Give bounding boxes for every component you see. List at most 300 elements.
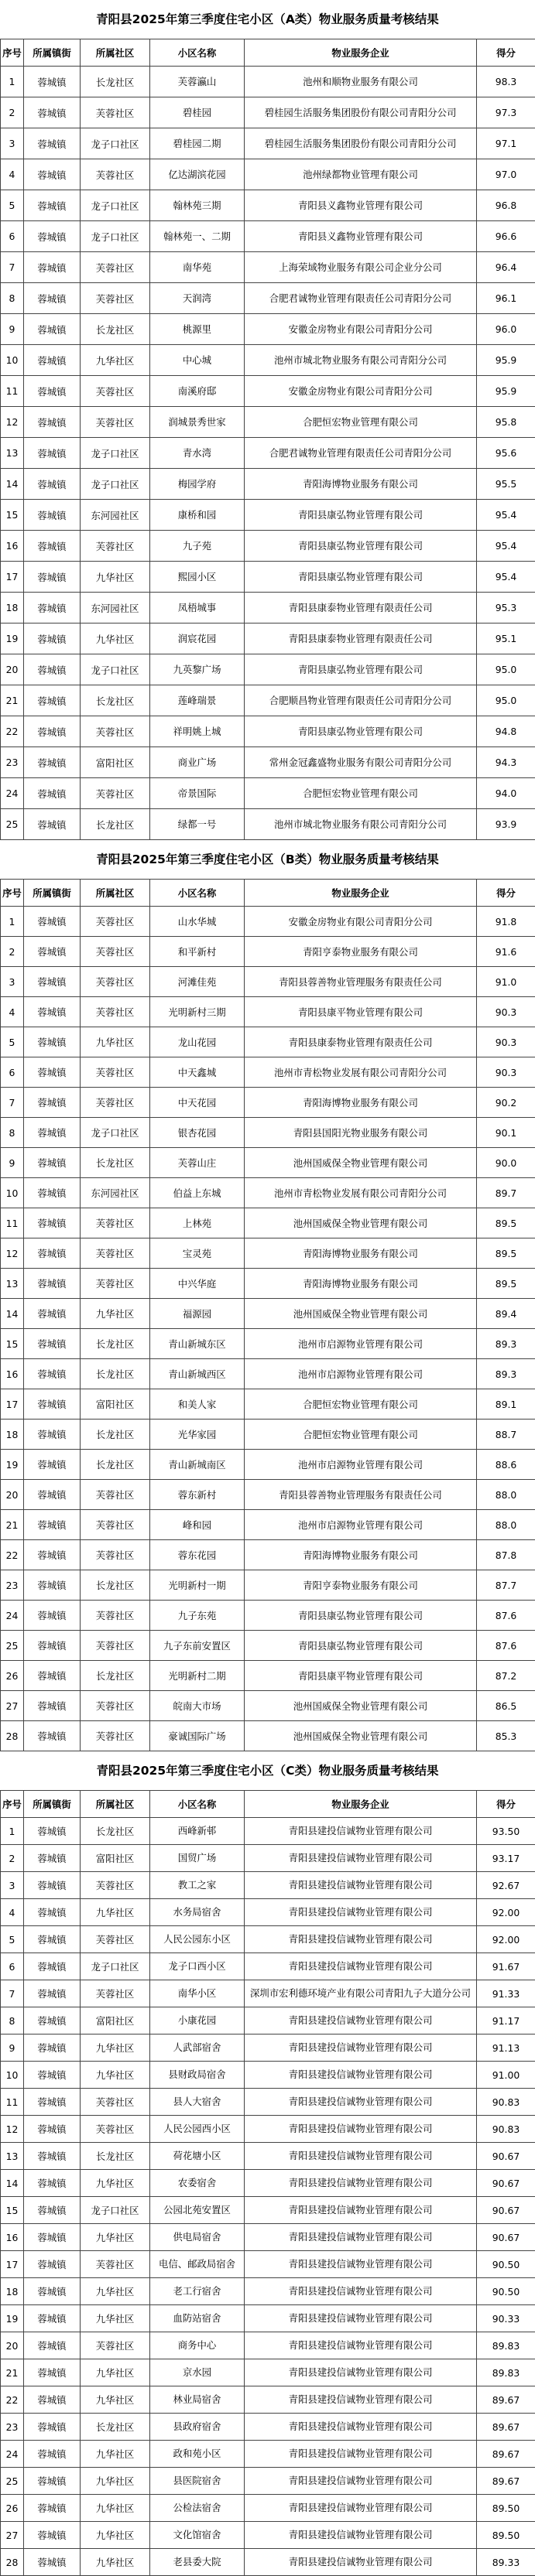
cell-no: 3: [1, 967, 24, 997]
table-row: [1, 967, 535, 997]
cell-community: 富阳社区: [81, 1845, 150, 1872]
cell-no: 7: [1, 252, 24, 283]
cell-no: 1: [1, 907, 24, 937]
cell-town: 蓉城镇: [24, 531, 81, 562]
cell-company: 合肥君诚物业管理有限责任公司青阳分公司: [245, 283, 477, 314]
cell-company: 青阳县建投信诚物业管理有限公司: [245, 2089, 477, 2116]
cell-score: 95.5: [477, 469, 535, 500]
table-row: [1, 1661, 535, 1691]
cell-community: 长龙社区: [81, 1359, 150, 1389]
cell-no: 13: [1, 1269, 24, 1299]
table-row: [1, 1721, 535, 1751]
cell-no: 2: [1, 937, 24, 967]
cell-no: 27: [1, 2522, 24, 2549]
cell-town: 蓉城镇: [24, 778, 81, 809]
cell-score: 91.00: [477, 2062, 535, 2089]
cell-no: 15: [1, 500, 24, 531]
cell-town: 蓉城镇: [24, 654, 81, 685]
cell-town: 蓉城镇: [24, 500, 81, 531]
table-row: [1, 1178, 535, 1208]
cell-company: 池州和顺物业服务有限公司: [245, 67, 477, 97]
cell-score: 90.50: [477, 2251, 535, 2278]
cell-company: 池州国威保全物业管理有限公司: [245, 1721, 477, 1751]
cell-score: 87.2: [477, 1661, 535, 1691]
cell-company: 青阳县建投信诚物业管理有限公司: [245, 2170, 477, 2197]
cell-score: 87.7: [477, 1570, 535, 1601]
cell-no: 17: [1, 562, 24, 593]
cell-town: 蓉城镇: [24, 252, 81, 283]
table-row: [1, 2197, 535, 2224]
table-row: [1, 2359, 535, 2386]
cell-no: 15: [1, 1329, 24, 1359]
cell-estate: 九英黎广场: [150, 654, 245, 685]
cell-no: 16: [1, 531, 24, 562]
cell-no: 27: [1, 1691, 24, 1721]
cell-score: 91.13: [477, 2034, 535, 2062]
cell-town: 蓉城镇: [24, 1148, 81, 1178]
cell-estate: 中兴华庭: [150, 1269, 245, 1299]
cell-no: 9: [1, 1148, 24, 1178]
table-row: [1, 997, 535, 1027]
cell-company: 池州市城北物业服务有限公司青阳分公司: [245, 345, 477, 376]
cell-community: 芙蓉社区: [81, 967, 150, 997]
table-row: [1, 67, 535, 97]
cell-estate: 伯益上东城: [150, 1178, 245, 1208]
table-row: [1, 2170, 535, 2197]
header-score: 得分: [477, 880, 535, 907]
cell-estate: 亿达湖滨花园: [150, 159, 245, 190]
cell-no: 23: [1, 1570, 24, 1601]
cell-score: 89.5: [477, 1208, 535, 1238]
cell-community: 芙蓉社区: [81, 1980, 150, 2007]
cell-score: 89.67: [477, 2468, 535, 2495]
cell-score: 89.1: [477, 1389, 535, 1420]
cell-community: 芙蓉社区: [81, 97, 150, 128]
table-row: [1, 2143, 535, 2170]
cell-score: 88.6: [477, 1450, 535, 1480]
cell-company: 青阳县康泰物业管理有限责任公司: [245, 1027, 477, 1057]
cell-community: 芙蓉社区: [81, 252, 150, 283]
cell-company: 青阳海博物业服务有限公司: [245, 1269, 477, 1299]
cell-score: 89.5: [477, 1269, 535, 1299]
cell-town: 蓉城镇: [24, 1238, 81, 1269]
section-c-table: [0, 1790, 535, 2576]
cell-estate: 供电局宿舍: [150, 2224, 245, 2251]
cell-community: 富阳社区: [81, 1389, 150, 1420]
cell-estate: 教工之家: [150, 1872, 245, 1899]
cell-town: 蓉城镇: [24, 1269, 81, 1299]
cell-score: 91.0: [477, 967, 535, 997]
cell-estate: 龙山花园: [150, 1027, 245, 1057]
cell-company: 池州国威保全物业管理有限公司: [245, 1148, 477, 1178]
cell-community: 九华社区: [81, 1899, 150, 1926]
cell-estate: 豪诚国际广场: [150, 1721, 245, 1751]
cell-score: 92.00: [477, 1926, 535, 1953]
cell-company: 池州国威保全物业管理有限公司: [245, 1208, 477, 1238]
cell-no: 4: [1, 997, 24, 1027]
cell-community: 龙子口社区: [81, 438, 150, 469]
table-row: [1, 1450, 535, 1480]
cell-town: 蓉城镇: [24, 967, 81, 997]
cell-no: 14: [1, 469, 24, 500]
cell-score: 89.67: [477, 2386, 535, 2414]
cell-no: 8: [1, 2007, 24, 2034]
cell-town: 蓉城镇: [24, 907, 81, 937]
cell-company: 青阳县建投信诚物业管理有限公司: [245, 2197, 477, 2224]
cell-community: 九华社区: [81, 2386, 150, 2414]
table-row: [1, 2007, 535, 2034]
cell-no: 5: [1, 1926, 24, 1953]
cell-no: 8: [1, 283, 24, 314]
cell-estate: 青山新城南区: [150, 1450, 245, 1480]
cell-community: 芙蓉社区: [81, 716, 150, 747]
cell-company: 青阳县建投信诚物业管理有限公司: [245, 1845, 477, 1872]
cell-estate: 县人大宿舍: [150, 2089, 245, 2116]
cell-company: 安徽金房物业有限公司青阳分公司: [245, 376, 477, 407]
cell-no: 11: [1, 1208, 24, 1238]
cell-company: 青阳县国阳光物业服务有限公司: [245, 1118, 477, 1148]
cell-community: 龙子口社区: [81, 221, 150, 252]
cell-score: 93.50: [477, 1818, 535, 1845]
header-score: 得分: [477, 1791, 535, 1818]
cell-no: 6: [1, 1953, 24, 1980]
table-row: [1, 1329, 535, 1359]
cell-score: 89.3: [477, 1329, 535, 1359]
cell-town: 蓉城镇: [24, 1899, 81, 1926]
cell-score: 87.8: [477, 1540, 535, 1570]
cell-company: 青阳县建投信诚物业管理有限公司: [245, 2522, 477, 2549]
cell-community: 九华社区: [81, 2170, 150, 2197]
cell-company: 青阳县建投信诚物业管理有限公司: [245, 2495, 477, 2522]
table-header-row: [1, 39, 535, 67]
table-row: [1, 2089, 535, 2116]
cell-community: 芙蓉社区: [81, 1631, 150, 1661]
cell-estate: 皖南大市场: [150, 1691, 245, 1721]
section-a-table: [0, 39, 535, 840]
cell-score: 90.3: [477, 1057, 535, 1088]
cell-no: 14: [1, 1299, 24, 1329]
cell-no: 12: [1, 2116, 24, 2143]
cell-community: 九华社区: [81, 345, 150, 376]
cell-community: 长龙社区: [81, 2414, 150, 2441]
table-row: [1, 2305, 535, 2332]
cell-score: 94.0: [477, 778, 535, 809]
cell-community: 九华社区: [81, 2278, 150, 2305]
cell-community: 龙子口社区: [81, 1118, 150, 1148]
table-row: [1, 2332, 535, 2359]
cell-score: 93.17: [477, 1845, 535, 1872]
cell-company: 池州绿都物业管理有限公司: [245, 159, 477, 190]
cell-community: 芙蓉社区: [81, 1691, 150, 1721]
cell-community: 芙蓉社区: [81, 283, 150, 314]
cell-estate: 青山新城东区: [150, 1329, 245, 1359]
cell-score: 91.17: [477, 2007, 535, 2034]
cell-company: 池州市启源物业管理有限公司: [245, 1359, 477, 1389]
cell-company: 青阳县建投信诚物业管理有限公司: [245, 1818, 477, 1845]
cell-score: 89.3: [477, 1359, 535, 1389]
cell-estate: 县财政局宿舍: [150, 2062, 245, 2089]
header-town: 所属镇街: [24, 39, 81, 67]
cell-company: 青阳县建投信诚物业管理有限公司: [245, 2007, 477, 2034]
cell-company: 青阳县建投信诚物业管理有限公司: [245, 2414, 477, 2441]
cell-town: 蓉城镇: [24, 1570, 81, 1601]
section-b-title: 青阳县2025年第三季度住宅小区（B类）物业服务质量考核结果: [0, 840, 535, 879]
cell-community: 九华社区: [81, 562, 150, 593]
cell-score: 89.33: [477, 2549, 535, 2576]
cell-no: 11: [1, 376, 24, 407]
cell-estate: 熙园小区: [150, 562, 245, 593]
cell-score: 90.3: [477, 1027, 535, 1057]
cell-estate: 帝景国际: [150, 778, 245, 809]
cell-community: 芙蓉社区: [81, 2332, 150, 2359]
cell-town: 蓉城镇: [24, 2143, 81, 2170]
cell-estate: 光明新村二期: [150, 1661, 245, 1691]
cell-estate: 福源园: [150, 1299, 245, 1329]
cell-company: 合肥恒宏物业管理有限公司: [245, 407, 477, 438]
table-row: [1, 716, 535, 747]
cell-company: 青阳县建投信诚物业管理有限公司: [245, 2143, 477, 2170]
cell-estate: 农委宿舍: [150, 2170, 245, 2197]
cell-no: 6: [1, 221, 24, 252]
cell-score: 97.1: [477, 128, 535, 159]
cell-community: 龙子口社区: [81, 190, 150, 221]
cell-community: 芙蓉社区: [81, 997, 150, 1027]
cell-estate: 光华家园: [150, 1420, 245, 1450]
cell-no: 26: [1, 2495, 24, 2522]
cell-score: 96.8: [477, 190, 535, 221]
cell-town: 蓉城镇: [24, 562, 81, 593]
header-community: 所属社区: [81, 880, 150, 907]
table-row: [1, 624, 535, 654]
cell-no: 18: [1, 2278, 24, 2305]
cell-score: 92.67: [477, 1872, 535, 1899]
table-row: [1, 1088, 535, 1118]
cell-no: 9: [1, 314, 24, 345]
cell-estate: 政和苑小区: [150, 2441, 245, 2468]
cell-town: 蓉城镇: [24, 716, 81, 747]
cell-town: 蓉城镇: [24, 2007, 81, 2034]
cell-score: 95.9: [477, 345, 535, 376]
cell-estate: 公检法宿舍: [150, 2495, 245, 2522]
cell-town: 蓉城镇: [24, 407, 81, 438]
cell-community: 芙蓉社区: [81, 1088, 150, 1118]
cell-score: 94.8: [477, 716, 535, 747]
cell-town: 蓉城镇: [24, 593, 81, 624]
cell-no: 21: [1, 1510, 24, 1540]
cell-company: 青阳县建投信诚物业管理有限公司: [245, 2278, 477, 2305]
cell-company: 青阳海博物业服务有限公司: [245, 1540, 477, 1570]
header-company: 物业服务企业: [245, 1791, 477, 1818]
cell-estate: 河滩佳苑: [150, 967, 245, 997]
cell-town: 蓉城镇: [24, 1872, 81, 1899]
cell-town: 蓉城镇: [24, 937, 81, 967]
cell-score: 91.67: [477, 1953, 535, 1980]
table-row: [1, 376, 535, 407]
table-row: [1, 562, 535, 593]
table-row: [1, 1269, 535, 1299]
table-row: [1, 1208, 535, 1238]
cell-score: 95.9: [477, 376, 535, 407]
table-row: [1, 809, 535, 840]
cell-no: 10: [1, 345, 24, 376]
cell-estate: 水务局宿舍: [150, 1899, 245, 1926]
cell-score: 90.2: [477, 1088, 535, 1118]
cell-community: 芙蓉社区: [81, 1926, 150, 1953]
cell-company: 青阳县康泰物业管理有限责任公司: [245, 624, 477, 654]
cell-town: 蓉城镇: [24, 2278, 81, 2305]
cell-town: 蓉城镇: [24, 1631, 81, 1661]
cell-community: 长龙社区: [81, 1661, 150, 1691]
header-no: 序号: [1, 1791, 24, 1818]
cell-no: 20: [1, 2332, 24, 2359]
cell-no: 19: [1, 1450, 24, 1480]
cell-community: 九华社区: [81, 624, 150, 654]
section-b-table: [0, 879, 535, 1751]
cell-company: 青阳县蓉善物业管理服务有限责任公司: [245, 967, 477, 997]
cell-company: 青阳县建投信诚物业管理有限公司: [245, 2224, 477, 2251]
cell-town: 蓉城镇: [24, 1329, 81, 1359]
cell-town: 蓉城镇: [24, 2441, 81, 2468]
cell-community: 长龙社区: [81, 1148, 150, 1178]
cell-score: 90.50: [477, 2278, 535, 2305]
cell-estate: 碧桂园: [150, 97, 245, 128]
cell-estate: 小康花园: [150, 2007, 245, 2034]
cell-company: 池州市青松物业发展有限公司青阳分公司: [245, 1178, 477, 1208]
cell-estate: 青水湾: [150, 438, 245, 469]
cell-town: 蓉城镇: [24, 1299, 81, 1329]
cell-no: 12: [1, 1238, 24, 1269]
cell-town: 蓉城镇: [24, 469, 81, 500]
cell-company: 青阳县建投信诚物业管理有限公司: [245, 2441, 477, 2468]
cell-no: 2: [1, 1845, 24, 1872]
cell-score: 95.4: [477, 562, 535, 593]
cell-no: 3: [1, 1872, 24, 1899]
cell-community: 芙蓉社区: [81, 407, 150, 438]
cell-community: 九华社区: [81, 2305, 150, 2332]
cell-town: 蓉城镇: [24, 2305, 81, 2332]
cell-no: 19: [1, 624, 24, 654]
cell-town: 蓉城镇: [24, 2332, 81, 2359]
cell-estate: 桃源里: [150, 314, 245, 345]
cell-company: 池州市启源物业管理有限公司: [245, 1329, 477, 1359]
cell-no: 16: [1, 1359, 24, 1389]
table-row: [1, 2441, 535, 2468]
cell-no: 1: [1, 67, 24, 97]
cell-score: 90.67: [477, 2224, 535, 2251]
cell-company: 池州国威保全物业管理有限公司: [245, 1691, 477, 1721]
cell-estate: 电信、邮政局宿舍: [150, 2251, 245, 2278]
cell-company: 青阳县建投信诚物业管理有限公司: [245, 2549, 477, 2576]
cell-community: 芙蓉社区: [81, 376, 150, 407]
table-row: [1, 159, 535, 190]
table-row: [1, 2522, 535, 2549]
cell-community: 芙蓉社区: [81, 531, 150, 562]
cell-community: 九华社区: [81, 2359, 150, 2386]
cell-score: 93.9: [477, 809, 535, 840]
section-a-title: 青阳县2025年第三季度住宅小区（A类）物业服务质量考核结果: [0, 0, 535, 39]
cell-estate: 银杏花园: [150, 1118, 245, 1148]
cell-company: 青阳县康平物业管理有限公司: [245, 1661, 477, 1691]
cell-estate: 龙子口西小区: [150, 1953, 245, 1980]
cell-community: 龙子口社区: [81, 2197, 150, 2224]
table-row: [1, 1540, 535, 1570]
cell-score: 90.1: [477, 1118, 535, 1148]
cell-no: 24: [1, 1601, 24, 1631]
cell-town: 蓉城镇: [24, 190, 81, 221]
cell-town: 蓉城镇: [24, 1601, 81, 1631]
cell-no: 24: [1, 2441, 24, 2468]
cell-community: 芙蓉社区: [81, 2089, 150, 2116]
cell-score: 90.67: [477, 2143, 535, 2170]
cell-no: 21: [1, 685, 24, 716]
table-row: [1, 1238, 535, 1269]
table-row: [1, 1570, 535, 1601]
cell-estate: 人民公园西小区: [150, 2116, 245, 2143]
cell-town: 蓉城镇: [24, 1389, 81, 1420]
cell-score: 88.0: [477, 1480, 535, 1510]
cell-estate: 凤梧城事: [150, 593, 245, 624]
cell-score: 97.3: [477, 97, 535, 128]
cell-score: 96.0: [477, 314, 535, 345]
cell-company: 青阳县建投信诚物业管理有限公司: [245, 2359, 477, 2386]
table-row: [1, 1845, 535, 1872]
cell-score: 96.6: [477, 221, 535, 252]
table-row: [1, 1359, 535, 1389]
cell-estate: 和美人家: [150, 1389, 245, 1420]
cell-score: 89.67: [477, 2441, 535, 2468]
cell-estate: 蓉东花园: [150, 1540, 245, 1570]
table-row: [1, 654, 535, 685]
table-row: [1, 1601, 535, 1631]
cell-community: 芙蓉社区: [81, 2251, 150, 2278]
cell-no: 19: [1, 2305, 24, 2332]
cell-no: 4: [1, 159, 24, 190]
cell-company: 池州市启源物业管理有限公司: [245, 1510, 477, 1540]
cell-score: 94.3: [477, 747, 535, 778]
cell-company: 青阳县建投信诚物业管理有限公司: [245, 1899, 477, 1926]
cell-company: 合肥君诚物业管理有限责任公司青阳分公司: [245, 438, 477, 469]
cell-estate: 山水华城: [150, 907, 245, 937]
cell-community: 芙蓉社区: [81, 1510, 150, 1540]
cell-town: 蓉城镇: [24, 2549, 81, 2576]
cell-estate: 润城景秀世家: [150, 407, 245, 438]
cell-community: 龙子口社区: [81, 469, 150, 500]
cell-town: 蓉城镇: [24, 2414, 81, 2441]
cell-town: 蓉城镇: [24, 809, 81, 840]
cell-no: 20: [1, 654, 24, 685]
table-row: [1, 778, 535, 809]
cell-no: 26: [1, 1661, 24, 1691]
cell-community: 芙蓉社区: [81, 1872, 150, 1899]
cell-community: 长龙社区: [81, 1818, 150, 1845]
cell-no: 10: [1, 2062, 24, 2089]
cell-no: 13: [1, 438, 24, 469]
cell-community: 九华社区: [81, 2495, 150, 2522]
cell-community: 九华社区: [81, 2441, 150, 2468]
cell-score: 90.33: [477, 2305, 535, 2332]
cell-estate: 祥明姚上城: [150, 716, 245, 747]
cell-no: 22: [1, 1540, 24, 1570]
cell-no: 1: [1, 1818, 24, 1845]
cell-estate: 莲峰瑞景: [150, 685, 245, 716]
cell-estate: 翰林苑三期: [150, 190, 245, 221]
cell-community: 长龙社区: [81, 1450, 150, 1480]
cell-community: 龙子口社区: [81, 654, 150, 685]
header-town: 所属镇街: [24, 1791, 81, 1818]
cell-community: 九华社区: [81, 2224, 150, 2251]
table-row: [1, 2386, 535, 2414]
cell-estate: 商务中心: [150, 2332, 245, 2359]
